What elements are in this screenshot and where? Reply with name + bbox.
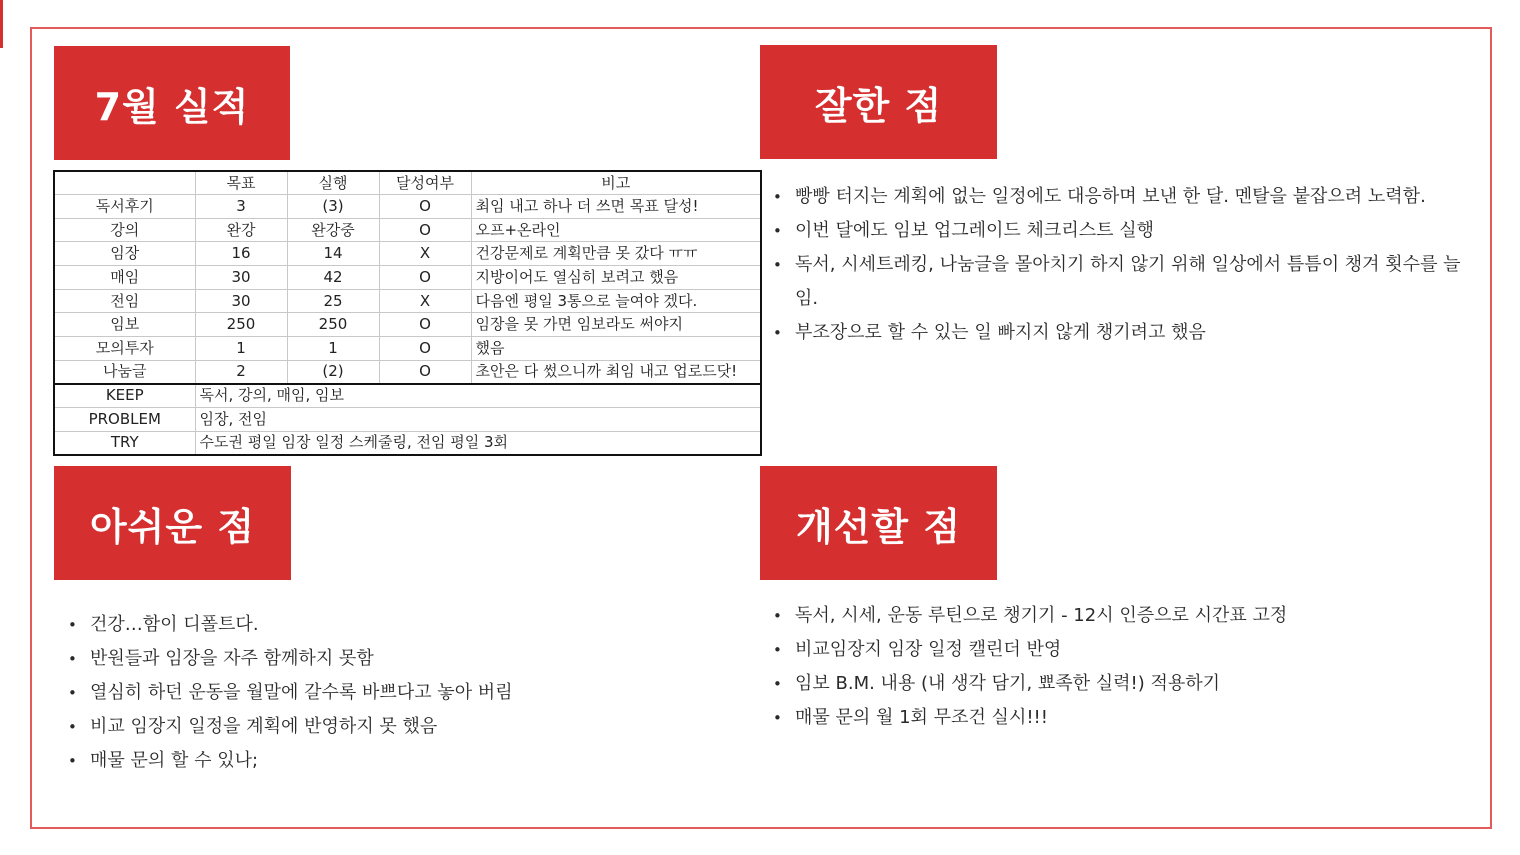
table-cell: 30: [195, 289, 287, 313]
table-cell: 했음: [471, 337, 761, 361]
table-cell: 전임: [54, 289, 195, 313]
list-item: • 부조장으로 할 수 있는 일 빠지지 않게 챙기려고 했음: [771, 316, 1471, 350]
table-cell: 건강문제로 계획만큼 못 갔다 ㅠㅠ: [471, 242, 761, 266]
table-cell: 250: [287, 313, 379, 337]
regret-points-heading: 아쉬운 점: [54, 466, 291, 580]
list-item: • 독서, 시세, 운동 루틴으로 챙기기 - 12시 인증으로 시간표 고정: [771, 599, 1471, 633]
table-cell: O: [379, 337, 471, 361]
list-item: • 열심히 하던 운동을 월말에 갈수록 바쁘다고 놓아 버림: [66, 676, 726, 710]
column-header: 실행: [287, 171, 379, 195]
table-cell: 25: [287, 289, 379, 313]
column-header: 비고: [471, 171, 761, 195]
table-cell: 250: [195, 313, 287, 337]
table-cell: 3: [195, 195, 287, 219]
table-row: [54, 337, 761, 361]
table-cell: 1: [287, 337, 379, 361]
table-cell: 16: [195, 242, 287, 266]
table-cell: 최임 내고 하나 더 쓰면 목표 달성!: [471, 195, 761, 219]
list-item: • 임보 B.M. 내용 (내 생각 담기, 뾰족한 실력!) 적용하기: [771, 667, 1471, 701]
table-row: [54, 218, 761, 242]
review-label: KEEP: [54, 384, 195, 408]
table-cell: O: [379, 218, 471, 242]
table-row: [54, 360, 761, 384]
review-row: [54, 384, 761, 408]
performance-table: [53, 170, 762, 456]
improve-points-list: [771, 599, 1471, 735]
list-item: • 독서, 시세트레킹, 나눔글을 몰아치기 하지 않기 위해 일상에서 틈틈이 챙겨 횟수를 늘임.: [771, 248, 1471, 316]
table-row: [54, 313, 761, 337]
table-cell: X: [379, 242, 471, 266]
table-cell: 지방이어도 열심히 보려고 했음: [471, 266, 761, 290]
table-cell: 1: [195, 337, 287, 361]
table-row: [54, 266, 761, 290]
list-item: • 매물 문의 월 1회 무조건 실시!!!: [771, 701, 1471, 735]
table-cell: (2): [287, 360, 379, 384]
list-item: • 반원들과 임장을 자주 함께하지 못함: [66, 642, 726, 676]
good-points-list: [771, 180, 1471, 350]
column-header: 달성여부: [379, 171, 471, 195]
table-cell: (3): [287, 195, 379, 219]
list-item: • 빵빵 터지는 계획에 없는 일정에도 대응하며 보낸 한 달. 멘탈을 붙잡으려 노력함.: [771, 180, 1471, 214]
good-points-heading: 잘한 점: [760, 45, 997, 159]
table-cell: 완강중: [287, 218, 379, 242]
table-cell: 다음엔 평일 3통으로 늘여야 겠다.: [471, 289, 761, 313]
column-header: 목표: [195, 171, 287, 195]
performance-heading: 7월 실적: [54, 46, 290, 160]
list-item: • 비교임장지 임장 일정 캘린더 반영: [771, 633, 1471, 667]
table-cell: 14: [287, 242, 379, 266]
table-row: [54, 242, 761, 266]
table-cell: 매임: [54, 266, 195, 290]
list-item: • 비교 임장지 일정을 계획에 반영하지 못 했음: [66, 710, 726, 744]
corner-accent: [0, 0, 3, 48]
review-value: 수도권 평일 임장 일정 스케줄링, 전임 평일 3회: [195, 431, 761, 455]
table-cell: 강의: [54, 218, 195, 242]
table-cell: 독서후기: [54, 195, 195, 219]
table-cell: 나눔글: [54, 360, 195, 384]
improve-points-heading: 개선할 점: [760, 466, 997, 580]
table-cell: O: [379, 195, 471, 219]
table-cell: 오프+온라인: [471, 218, 761, 242]
table-header-row: [54, 171, 761, 195]
table-cell: 임장: [54, 242, 195, 266]
table-cell: 42: [287, 266, 379, 290]
table-row: [54, 289, 761, 313]
column-header: [54, 171, 195, 195]
table-cell: 모의투자: [54, 337, 195, 361]
table-cell: 30: [195, 266, 287, 290]
review-row: [54, 431, 761, 455]
list-item: • 건강…함이 디폴트다.: [66, 608, 726, 642]
table-cell: O: [379, 313, 471, 337]
table-cell: 임보: [54, 313, 195, 337]
review-label: PROBLEM: [54, 408, 195, 432]
table-cell: 2: [195, 360, 287, 384]
table-cell: X: [379, 289, 471, 313]
table-cell: O: [379, 360, 471, 384]
review-value: 임장, 전임: [195, 408, 761, 432]
table-row: [54, 195, 761, 219]
review-value: 독서, 강의, 매임, 임보: [195, 384, 761, 408]
table-cell: O: [379, 266, 471, 290]
table-cell: 초안은 다 썼으니까 최임 내고 업로드닷!: [471, 360, 761, 384]
review-label: TRY: [54, 431, 195, 455]
list-item: • 이번 달에도 임보 업그레이드 체크리스트 실행: [771, 214, 1471, 248]
regret-points-list: [66, 608, 726, 778]
list-item: • 매물 문의 할 수 있나;: [66, 744, 726, 778]
table-cell: 완강: [195, 218, 287, 242]
table-cell: 임장을 못 가면 임보라도 써야지: [471, 313, 761, 337]
review-row: [54, 408, 761, 432]
